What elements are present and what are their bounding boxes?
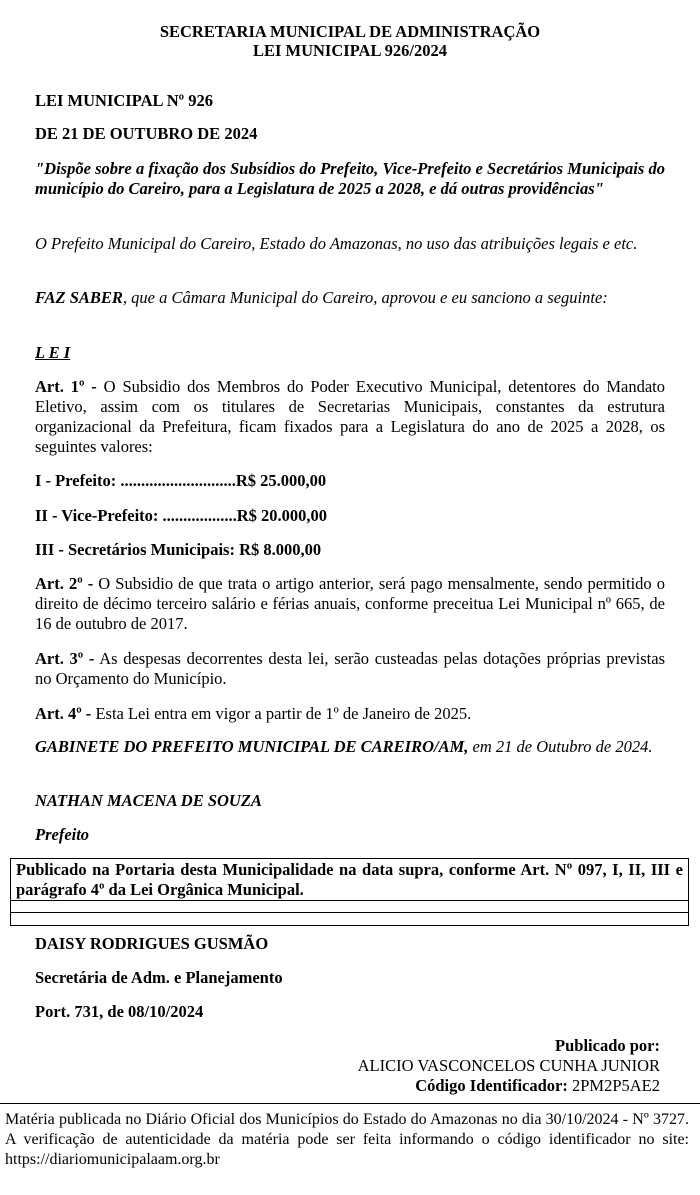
law-preamble: O Prefeito Municipal do Careiro, Estado do Amazonas, no uso das atribuições legais e etc.: [35, 234, 638, 253]
header-law-title: LEI MUNICIPAL 926/2024: [252, 41, 448, 60]
identifier-code-value: 2PM2P5AE2: [567, 1076, 660, 1095]
article-2-label: Art. 2º -: [35, 574, 94, 593]
header-department: SECRETARIA MUNICIPAL DE ADMINISTRAÇÃO: [159, 22, 541, 41]
secretary-role: Secretária de Adm. e Planejamento: [35, 968, 283, 987]
publication-box-empty-row: [11, 901, 688, 913]
signer-name: NATHAN MACENA DE SOUZA: [35, 791, 262, 810]
identifier-code-label: Código Identificador:: [415, 1076, 568, 1095]
publication-box: [10, 858, 689, 926]
footer-divider: [0, 1103, 700, 1104]
signer-role: Prefeito: [35, 825, 90, 844]
publication-note: Publicado na Portaria desta Municipalidade na data supra, conforme Art. Nº 097, I, II, III e parágrafo 4º da Lei Orgânica Municipal.: [11, 859, 688, 901]
lei-heading: L E I: [35, 343, 71, 362]
article-1: [35, 377, 665, 457]
article-3: [35, 649, 665, 689]
gabinete-rest: em 21 de Outubro de 2024.: [468, 737, 653, 756]
law-date: DE 21 DE OUTUBRO DE 2024: [35, 124, 258, 143]
faz-saber-lead: FAZ SABER: [35, 288, 123, 307]
gabinete-paragraph: [35, 737, 665, 757]
faz-saber-paragraph: [35, 288, 665, 308]
article-2-text: O Subsidio de que trata o artigo anterior, será pago mensalmente, sendo permitido o direito de décimo terceiro salário e férias anuais, conforme preceitua Lei Municipal nº 665, de 16 de outubro de 2017.: [35, 574, 665, 633]
secretary-portaria: Port. 731, de 08/10/2024: [35, 1002, 204, 1021]
article-4-label: Art. 4º -: [35, 704, 92, 723]
publication-box-empty-row: [11, 913, 688, 925]
gabinete-lead: GABINETE DO PREFEITO MUNICIPAL DE CAREIRO/AM,: [35, 737, 469, 756]
article-1-text: O Subsidio dos Membros do Poder Executivo Municipal, detentores do Mandato Eletivo, assim com os titulares de Secretarias Municipais, constantes da estrutura organizacional da Prefeitura, ficam fixados para a Legislatura do ano de 2025 a 2028, os seguintes valores:: [35, 377, 665, 456]
article-3-label: Art. 3º -: [35, 649, 95, 668]
law-number: LEI MUNICIPAL Nº 926: [35, 91, 213, 110]
footer-note: Matéria publicada no Diário Oficial dos Municípios do Estado do Amazonas no dia 30/10/2024 - Nº 3727. A verificação de autenticidade da matéria pode ser feita informando o código identificador no site: https://diariomunicipalaam.org.br: [5, 1111, 689, 1168]
item-prefeito: I - Prefeito: ............................R$ 25.000,00: [35, 471, 327, 490]
article-3-text: As despesas decorrentes desta lei, serão custeadas pelas dotações próprias previstas no Orçamento do Município.: [35, 649, 665, 688]
secretary-name: DAISY RODRIGUES GUSMÃO: [35, 934, 269, 953]
faz-saber-rest: , que a Câmara Municipal do Careiro, aprovou e eu sanciono a seguinte:: [122, 288, 608, 307]
identifier-code: [415, 1076, 660, 1095]
law-ementa: "Dispõe sobre a fixação dos Subsídios do Prefeito, Vice-Prefeito e Secretários Municipais do município do Careiro, para a Legislatura de 2025 a 2028, e dá outras providências": [35, 159, 665, 198]
article-4: [35, 704, 665, 724]
published-by-name: ALICIO VASCONCELOS CUNHA JUNIOR: [357, 1056, 660, 1075]
item-vice-prefeito: II - Vice-Prefeito: ..................R$ 20.000,00: [35, 506, 328, 525]
article-2: [35, 574, 665, 634]
item-secretarios: III - Secretários Municipais: R$ 8.000,00: [35, 540, 322, 559]
article-4-text: Esta Lei entra em vigor a partir de 1º de Janeiro de 2025.: [91, 704, 472, 723]
published-by-label: Publicado por:: [555, 1036, 660, 1055]
article-1-label: Art. 1º -: [35, 377, 97, 396]
